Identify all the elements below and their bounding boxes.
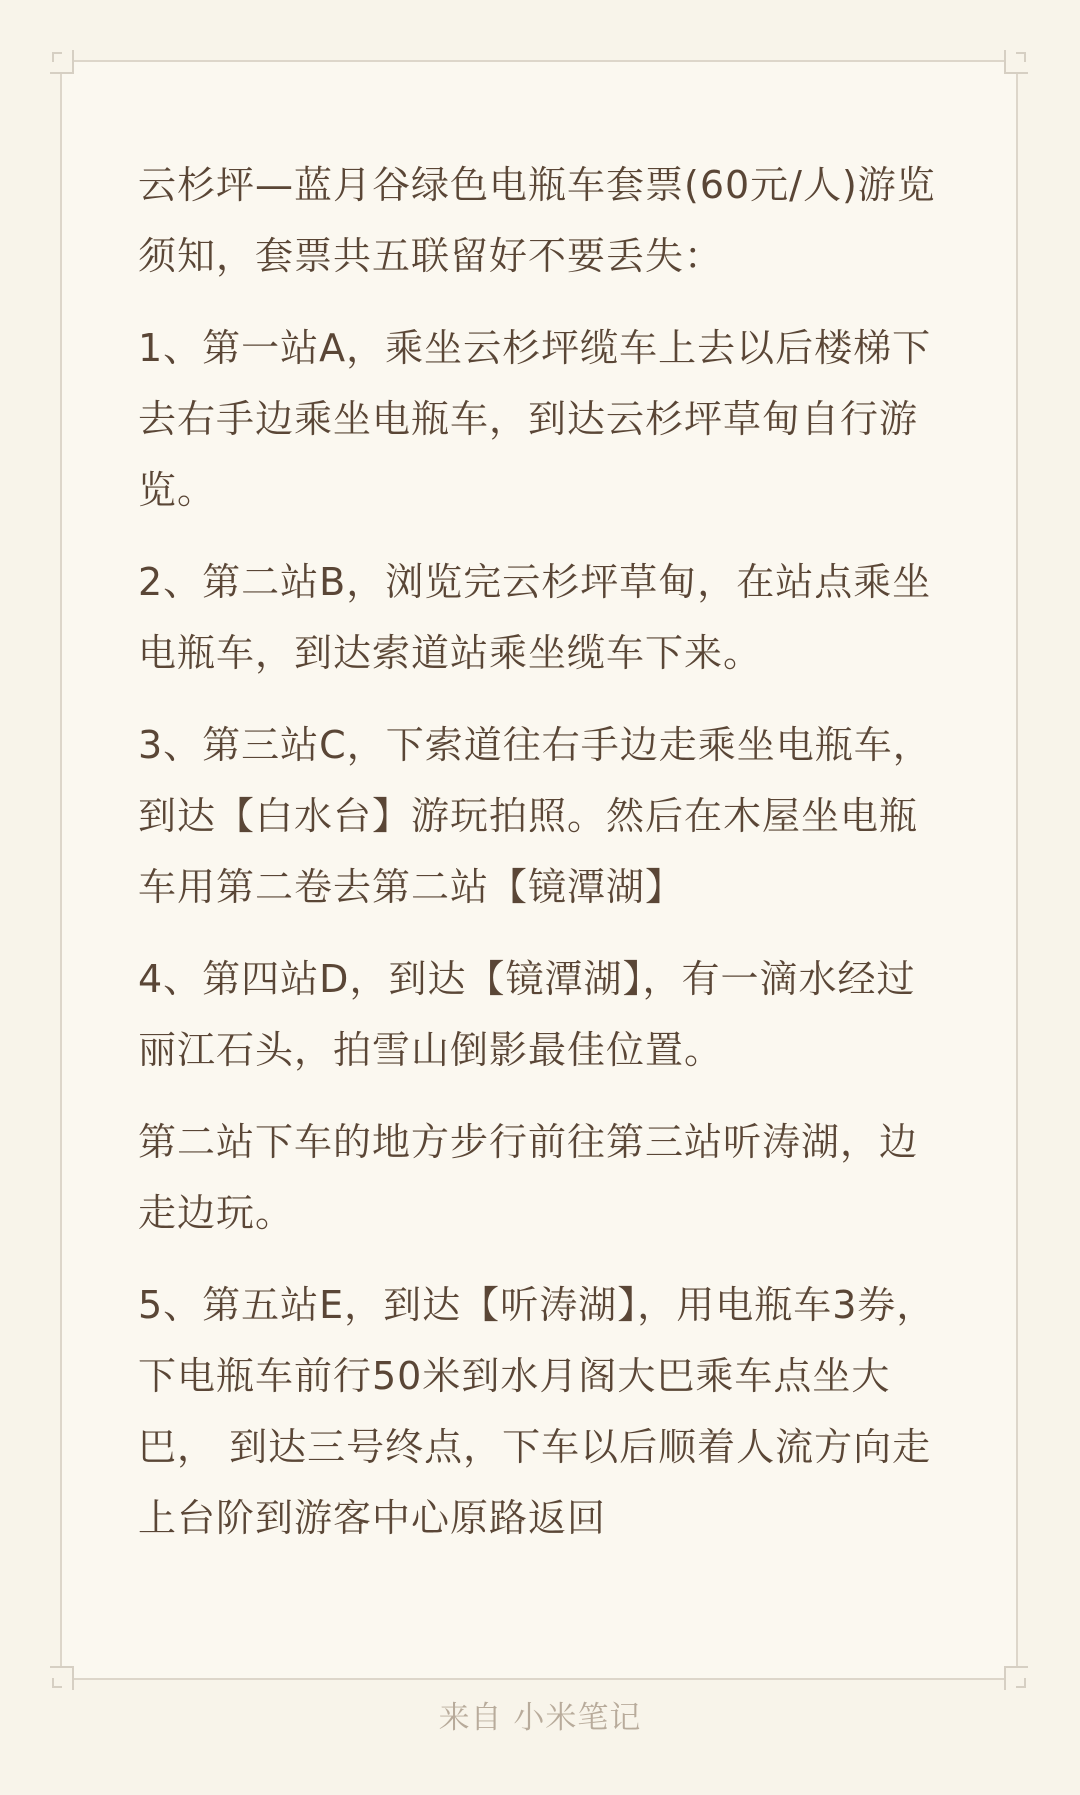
note-content (138, 150, 948, 1575)
note-paragraph-stop-5: 5、第五站E，到达【听涛湖】，用电瓶车3券，下电瓶车前行50米到水月阁大巴乘车点坐大巴， 到达三号终点，下车以后顺着人流方向走上台阶到游客中心原路返回 (138, 1283, 936, 1540)
note-paragraph-intro: 云杉坪—蓝月谷绿色电瓶车套票(60元/人)游览须知，套票共五联留好不要丢失： (138, 163, 936, 278)
frame-corner-ornament-bottom-right (1004, 1666, 1028, 1690)
frame-corner-ornament-bottom-left (50, 1666, 74, 1690)
note-paragraph-walk-tip: 第二站下车的地方步行前往第三站听涛湖，边走边玩。 (138, 1120, 919, 1235)
frame-corner-ornament-top-left (50, 50, 74, 74)
source-footer: 来自 小米笔记 (438, 1700, 642, 1736)
note-paragraph-stop-3: 3、第三站C，下索道往右手边走乘坐电瓶车，到达【白水台】游玩拍照。然后在木屋坐电瓶车用第二卷去第二站【镜潭湖】 (138, 723, 932, 909)
frame-corner-ornament-top-right (1004, 50, 1028, 74)
note-paragraph-stop-2: 2、第二站B，浏览完云杉坪草甸，在站点乘坐电瓶车，到达索道站乘坐缆车下来。 (138, 560, 932, 675)
note-paragraph-stop-4: 4、第四站D，到达【镜潭湖】，有一滴水经过丽江石头，拍雪山倒影最佳位置。 (138, 957, 916, 1072)
note-paragraph-stop-1: 1、第一站A，乘坐云杉坪缆车上去以后楼梯下去右手边乘坐电瓶车，到达云杉坪草甸自行游览。 (138, 326, 932, 512)
